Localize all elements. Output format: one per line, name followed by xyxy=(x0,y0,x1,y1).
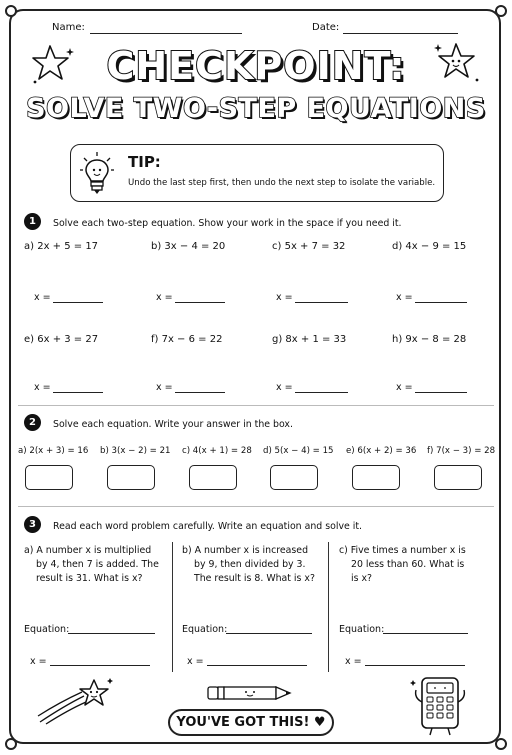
answer-field-e[interactable] xyxy=(53,380,103,393)
section-2-instruction: Solve each equation. Write your answer in the box. xyxy=(53,419,293,430)
tip-text: Undo the last step first, then undo the next step to isolate the variable. xyxy=(128,178,436,188)
box-equation-e: e) 6(x + 2) = 36 xyxy=(346,446,417,456)
answer-field-d[interactable] xyxy=(415,290,467,303)
box-equation-f: f) 7(x − 3) = 28 xyxy=(427,446,496,456)
page-title: CHECKPOINT: xyxy=(106,44,406,88)
column-divider xyxy=(328,542,329,672)
answer-label: x = xyxy=(276,382,293,393)
box-equation-c: c) 4(x + 1) = 28 xyxy=(182,446,252,456)
name-label: Name: xyxy=(52,22,85,33)
answer-box-d[interactable] xyxy=(270,465,318,490)
problem-line: The result is 8. What is x? xyxy=(194,573,315,584)
shooting-star-icon xyxy=(36,676,116,726)
problem-line: 20 less than 60. What is xyxy=(351,559,465,570)
answer-label: x = xyxy=(34,292,51,303)
answer-label: x = xyxy=(156,382,173,393)
answer-label: x = xyxy=(396,382,413,393)
answer-field-a[interactable] xyxy=(53,290,103,303)
lightbulb-icon xyxy=(80,150,114,196)
word-problem-b xyxy=(182,544,315,586)
corner-ornament xyxy=(5,738,17,750)
answer-label: x = xyxy=(396,292,413,303)
encouragement-banner: YOU'VE GOT THIS! ♥ xyxy=(168,709,334,736)
answer-box-c[interactable] xyxy=(189,465,237,490)
page-subtitle: SOLVE TWO-STEP EQUATIONS xyxy=(26,93,486,124)
equation-label: Equation: xyxy=(182,624,228,635)
divider xyxy=(18,506,494,507)
equation-field-b[interactable] xyxy=(226,621,312,634)
problem-marker: b) xyxy=(182,545,192,556)
answer-label: x = xyxy=(187,656,204,667)
equation-b: b) 3x − 4 = 20 xyxy=(151,241,226,252)
problem-line: by 9, then divided by 3. xyxy=(194,559,306,570)
answer-label: x = xyxy=(345,656,362,667)
word-answer-field-a[interactable] xyxy=(50,653,150,666)
tip-title: TIP: xyxy=(128,153,161,171)
date-label: Date: xyxy=(312,22,340,33)
problem-line: by 4, then 7 is added. The xyxy=(36,559,159,570)
equation-field-c[interactable] xyxy=(383,621,468,634)
answer-box-f[interactable] xyxy=(434,465,482,490)
box-equation-b: b) 3(x − 2) = 21 xyxy=(100,446,171,456)
word-problem-a xyxy=(24,544,159,586)
answer-field-c[interactable] xyxy=(295,290,348,303)
section-3-number: 3 xyxy=(24,516,41,533)
equation-label: Equation: xyxy=(24,624,70,635)
equation-field-a[interactable] xyxy=(68,621,155,634)
word-answer-field-b[interactable] xyxy=(207,653,307,666)
section-2-number: 2 xyxy=(24,414,41,431)
equation-a: a) 2x + 5 = 17 xyxy=(24,241,99,252)
calculator-icon xyxy=(410,672,470,738)
section-1-number: 1 xyxy=(24,213,41,230)
answer-label: x = xyxy=(276,292,293,303)
divider xyxy=(18,405,494,406)
equation-label: Equation: xyxy=(339,624,385,635)
problem-line: A number x is multiplied xyxy=(36,545,152,556)
corner-ornament xyxy=(495,5,507,17)
answer-label: x = xyxy=(156,292,173,303)
answer-label: x = xyxy=(34,382,51,393)
corner-ornament xyxy=(5,5,17,17)
box-equation-d: d) 5(x − 4) = 15 xyxy=(263,446,334,456)
problem-marker: a) xyxy=(24,545,34,556)
equation-c: c) 5x + 7 = 32 xyxy=(272,241,346,252)
answer-field-f[interactable] xyxy=(175,380,225,393)
section-3-instruction: Read each word problem carefully. Write an equation and solve it. xyxy=(53,521,362,532)
answer-field-h[interactable] xyxy=(415,380,467,393)
answer-box-a[interactable] xyxy=(25,465,73,490)
name-field[interactable] xyxy=(90,21,242,34)
problem-line: A number x is increased xyxy=(194,545,309,556)
pencil-icon xyxy=(206,684,294,702)
answer-box-b[interactable] xyxy=(107,465,155,490)
answer-field-g[interactable] xyxy=(295,380,348,393)
problem-line: result is 31. What is x? xyxy=(36,573,143,584)
tip-box xyxy=(70,144,444,202)
box-equation-a: a) 2(x + 3) = 16 xyxy=(18,446,89,456)
problem-line: Five times a number x is xyxy=(350,545,466,556)
equation-d: d) 4x − 9 = 15 xyxy=(392,241,467,252)
problem-line: is x? xyxy=(351,573,372,584)
equation-h: h) 9x − 8 = 28 xyxy=(392,334,467,345)
answer-label: x = xyxy=(30,656,47,667)
problem-marker: c) xyxy=(339,545,348,556)
word-answer-field-c[interactable] xyxy=(365,653,465,666)
word-problem-c xyxy=(339,544,466,586)
column-divider xyxy=(172,542,173,672)
section-1-instruction: Solve each two-step equation. Show your work in the space if you need it. xyxy=(53,218,402,229)
equation-g: g) 8x + 1 = 33 xyxy=(272,334,347,345)
equation-e: e) 6x + 3 = 27 xyxy=(24,334,99,345)
equation-f: f) 7x − 6 = 22 xyxy=(151,334,223,345)
answer-box-e[interactable] xyxy=(352,465,400,490)
answer-field-b[interactable] xyxy=(175,290,225,303)
date-field[interactable] xyxy=(343,21,458,34)
corner-ornament xyxy=(495,738,507,750)
